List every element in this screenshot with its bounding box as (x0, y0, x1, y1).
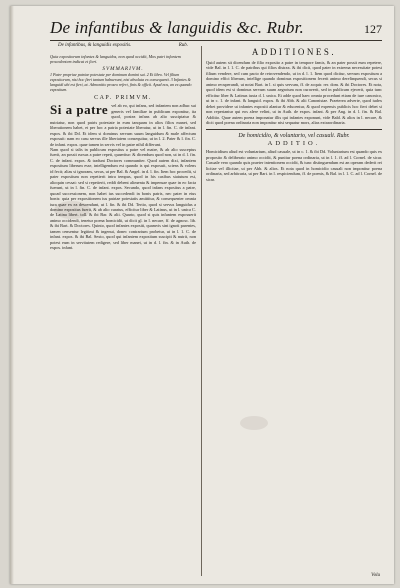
right-body-text-lower: Homicidium aliud est voluntarium, aliud casuale, ut in c. 1. & ibi Dd. Voluntarium est quando quis ex proposito & deliberato animo occidit, & punitur poena ordinaria, ut in l. 1. ff. ad l. Cornel. de sicar. Casuale vero quando quis praeter intentionem occidit, & tunc distinguendum est an operam dederit rei licitae vel illicitae, ut per Abb. & alios. Et nota quod in homicidio casuali non imponitur poena ordinaria, sed arbitraria, ut per Bart. in l. respiciendum, ff. de poenis, & Bal. in l. 1. C. ad l. Cornel. de sicar. (206, 149, 382, 182)
opening-paragraph (50, 103, 196, 147)
left-column (50, 54, 196, 576)
opening-initial: Si a patre (50, 102, 109, 118)
intro-paragraph: Quia expositorum infantes & languidos, non quod occidit, Mos patri infantem procedentem indicat et fieri. (50, 54, 181, 65)
left-subhead-title: De infantibus, & languidis expositis. (58, 43, 132, 48)
right-column (206, 45, 382, 584)
catchword: Volu (371, 573, 380, 578)
summary-heading: SVMMARIVM. (102, 66, 144, 73)
left-subhead (58, 43, 188, 48)
opening-text: vel ab eo, qui infans, sed infantem non adhuc sui generis vel familiae in publicum exponitur, ita quod, postea infans ab alio suscipiatur & nutriatur, non quod patris potestate in eum tanquam in alios filios manet, sed liberationem habet, et per hoc a patria potestate liberatur, ut in l. fin. C. de infant. expos. & ibi Dd. Et idem si dominus servum suum languidum & male affectum exposuit: nam eo casu servus ille libertatem consequitur, ut in l. 2. Pater & l. fin. C. de infant. expos. quae tamen in servis vel in patre nihil differunt. (50, 103, 196, 147)
section-rule (206, 129, 382, 130)
summary-text: 1 Pater propriae patriae potestate per dominum domini sui. 2 Et libro. Vel filium expositorum, nisi hoc fieri tantum habuerunt, nisi absoluta ex consequenti. 3 Infantes & languidi ubi est fieri, at. Admonitio proseo refert, finis & officii. Apud nos, an ex quando expositum. (50, 72, 192, 93)
additio-heading: ADDITIO. (267, 140, 321, 148)
rubric-heading: De homicidio, & voluntario, vel casuali. Rubr. (238, 133, 350, 140)
chapter-heading: CAP. PRIMVM. (94, 95, 152, 102)
left-body-text: Nam quod si talis in publicum expositus a patre vel matre, & ab alio susceptus fuerit, an possit rursus a patre repeti, quaeritur: & dicendum quod non, ut in d. l. fin. C. de infant. expos. & tradunt Doctores communiter. Quod autem dixi, infantem expositum liberum esse, intelligendum est quando is qui exposuit, sciens & volens id fecit; alias si ignorans, secus, ut per Bal. & Angel. in d. l. fin. Item hoc procedit, si pater expositum non repetierit intra tempus, quod in his casibus statutum est, alioquin cessat: sed si repetierit, reddi debent alimenta & impensae quae in eo facta fuerunt, ut in l. fin. C. de infant. expos. Secundo, quod infans expositus a patre, quoad successionem, non habet ius succedendi in bonis patris, nec pater in eius bonis: quia per expositionem ius patriae potestatis amittitur, & consequenter omnia iura quae ex ea descendunt, ut l. fin. & ibi Dd. Tertio, quod si servus languidus a domino expositus fuerit, & ab alio curatus, efficitur liber & Latinus, ut in l. unica C. de Latina libert. toll. & ibi Bar. & alii. Quarto, quod si quis infantem exposuerit animo occidendi, tenetur poena homicidii, ut dicit gl. in l. necare, ff. de agnosc. lib. & ibi Bart. & Doctores. Quinto, quod infantes expositi, quamvis sint ignoti parentes, tamen censentur legitimi & ingenui, donec contrarium probetur, ut in l. 1. C. de infant. expos. & ibi Bal. Sexto, quod qui infantem expositum suscipit & nutrit, non potest eum in servitutem redigere, sed liber manet, ut in d. l. fin. & in Auth. de expos. infant. (50, 147, 196, 251)
running-head (50, 18, 382, 38)
page-number: 127 (364, 22, 382, 36)
book-page (10, 6, 394, 584)
additiones-heading: ADDITIONES. (251, 47, 337, 57)
right-body-text: Quid autem sit dicendum de filio exposito a patre in tempore famis, & an pater possit eum repetere, vide Bal. in l. 1. C. de patribus qui filios distrax. & ibi dicit, quod pater in extrema necessitate potest filium vendere, sed cum pacto de retrovendendo, ut in d. l. 1. Item quod dicitur, servum expositum a domino effici liberum, intellige quando dominus expositionem fecerit animo derelinquendi, secus si animo recuperandi, ut notat Bart. in l. si quis servum, ff. de acquir. rer. dom. & ibi Doctores. Et nota, quod idem est si dominus servum suum aegrotum non curaverit, sed in publicum ejecerit, quia tunc efficitur liber & Latinus iuxta d. l. unica. Et adde quod haec omnia procedunt etiam de iure canonico, ut in c. 1. de infant. & languid. expos. & ibi Abb. & alii Canonistae. Praeterea adverte, quod iudex debet providere ut infantes expositi alantur & educentur, & quod expensis publicis hoc fieri debet si non reperiantur qui eos alere velint, ut in Auth. de expos. infant. & per Ang. in d. l. fin. & Bal. Additio. Quae autem poena imponatur illis qui infantes exponunt, vide Bald. & alios in l. necare, & dicit quod poena ordinaria non imponitur nisi sequatur mors, alias extraordinaria. (206, 60, 382, 125)
page-gutter-shadow (10, 6, 14, 584)
running-head-title: De infantibus & languidis &c. Rubr. (50, 18, 304, 37)
column-separator (201, 46, 202, 576)
header-rule (50, 40, 382, 41)
left-subhead-rubric: Rub. (178, 43, 188, 48)
